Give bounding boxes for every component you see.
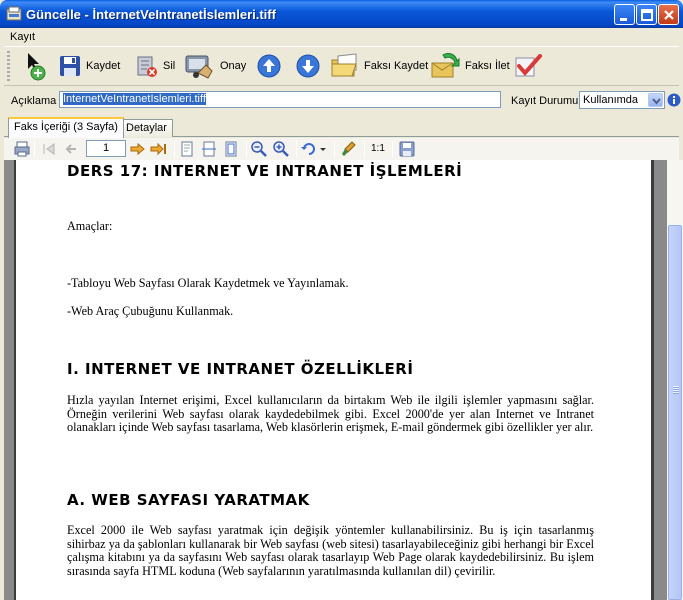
- toolbar-separator: [34, 141, 35, 157]
- toolbar-separator: [334, 141, 335, 157]
- fax-forward-button[interactable]: [429, 50, 510, 82]
- main-toolbar: [4, 46, 679, 86]
- toolbar-grip[interactable]: [7, 51, 10, 81]
- doc-goal-1: -Tabloyu Web Sayfası Olarak Kaydetmek ve Yayınlamak.: [67, 276, 349, 290]
- doc-goal-2: -Web Araç Çubuğunu Kullanmak.: [67, 304, 234, 318]
- approve-button[interactable]: [184, 50, 246, 82]
- aciklama-input[interactable]: [59, 91, 501, 108]
- previous-page-icon[interactable]: [62, 140, 80, 158]
- close-button[interactable]: [658, 4, 679, 25]
- menu-kayit[interactable]: Kayıt: [10, 31, 36, 43]
- fax-save-label: Faksı Kaydet: [364, 60, 429, 72]
- aciklama-label: Açıklama: [11, 95, 57, 107]
- fax-save-icon: [330, 52, 360, 80]
- tab-strip: [4, 117, 679, 137]
- app-icon: [6, 6, 22, 22]
- menu-bar: [4, 28, 679, 46]
- fit-page-icon[interactable]: [222, 140, 240, 158]
- toolbar-separator: [246, 141, 247, 157]
- window-title: Güncelle - İnternetVeIntranetİslemleri.tiff: [26, 7, 276, 22]
- add-record-icon: [22, 51, 48, 81]
- last-page-icon[interactable]: [150, 140, 168, 158]
- tab-faks-icerigi[interactable]: Faks İçeriği (3 Sayfa): [8, 117, 124, 138]
- fit-width-icon[interactable]: [200, 140, 218, 158]
- save-disk-icon: [58, 54, 82, 78]
- arrow-up-icon: [256, 53, 282, 79]
- print-icon[interactable]: [13, 140, 31, 158]
- doc-amaclar: Amaçlar:: [67, 219, 113, 233]
- arrow-down-icon: [295, 53, 321, 79]
- close-icon: [659, 5, 680, 26]
- dropdown-arrow[interactable]: [648, 93, 663, 107]
- fax-page: [14, 160, 654, 600]
- approve-label: Onay: [220, 60, 247, 72]
- vertical-scrollbar[interactable]: [667, 160, 683, 600]
- scrollbar-thumb[interactable]: [668, 225, 682, 600]
- document-viewer[interactable]: [4, 160, 667, 600]
- save-button[interactable]: [58, 50, 120, 82]
- zoom-ratio[interactable]: 1:1: [371, 143, 385, 154]
- kayit-durumu-label: Kayıt Durumu: [511, 95, 579, 107]
- chevron-down-icon: [649, 94, 664, 108]
- toolbar-separator: [174, 141, 175, 157]
- save-label: Kaydet: [86, 60, 121, 72]
- page-view-icon[interactable]: [178, 140, 196, 158]
- toolbar-separator: [392, 141, 393, 157]
- fax-forward-icon: [429, 51, 461, 81]
- doc-heading-main: DERS 17: INTERNET VE INTRANET İŞLEMLERİ: [67, 162, 463, 180]
- confirm-button[interactable]: [513, 50, 543, 82]
- title-bar: [0, 0, 683, 28]
- zoom-out-icon[interactable]: [250, 140, 268, 158]
- rotate-icon[interactable]: [300, 140, 318, 158]
- tab-detaylar[interactable]: Detaylar: [120, 119, 173, 137]
- aciklama-value: InternetVeIntranetIslemleri.tiff: [63, 93, 206, 105]
- add-record-button[interactable]: [22, 50, 48, 82]
- delete-icon: [135, 53, 159, 79]
- checkmark-icon: [513, 52, 543, 80]
- page-number-input[interactable]: 1: [86, 140, 126, 157]
- move-down-button[interactable]: [295, 50, 321, 82]
- delete-button[interactable]: [135, 50, 175, 82]
- annotate-brush-icon[interactable]: [340, 140, 358, 158]
- toolbar-separator: [364, 141, 365, 157]
- fax-save-button[interactable]: [330, 50, 428, 82]
- toolbar-separator: [296, 141, 297, 157]
- viewer-toolbar: [4, 138, 679, 160]
- scrollbar-grip: [673, 386, 679, 394]
- save-disk-icon[interactable]: [398, 140, 416, 158]
- doc-paragraph-1: Hızla yayılan Internet erişimi, Excel kullanıcıların da birtakım Web ile ilgili işlemler yapmasını sağlar. Örneğin verilerini Web sayfası olarak kaydedebilmek gibi. Excel 2000'de yer alan Internet ve Intranet olanakları içinde Web sayfası tasarlama, Web klasörlerin erişmek, E-mail göndermek gibi özellikler yer alır.: [67, 393, 594, 434]
- zoom-in-icon[interactable]: [272, 140, 290, 158]
- doc-paragraph-2: Excel 2000 ile Web sayfası yaratmak için değişik yöntemler kullanabilirsiniz. Bu iş için tasarlanmış sihirbaz ya da şablonları kullanarak bir Web sayfası (web sitesi) tasarlayabileceğiniz gibi herhangi bir Excel çalışma kitabını ya da sayfasını Web sayfası olarak tasarlayıp Web Page olarak kaydedebilirsiniz. Bu işlem sırasında sayfa HTML koduna (Web sayfalarının yaratılmasında kullanılan dil) çevirilir.: [67, 523, 594, 578]
- maximize-icon: [637, 5, 658, 26]
- info-icon[interactable]: [667, 93, 681, 107]
- record-fields: [4, 88, 679, 114]
- approve-icon: [184, 51, 216, 81]
- kayit-durumu-value: Kullanımda: [583, 94, 639, 106]
- minimize-icon: [615, 5, 636, 26]
- fax-forward-label: Faksı İlet: [465, 60, 510, 72]
- kayit-durumu-select[interactable]: [579, 91, 665, 109]
- doc-heading-section-1: I. INTERNET VE INTRANET ÖZELLİKLERİ: [67, 360, 414, 378]
- next-page-icon[interactable]: [128, 140, 146, 158]
- first-page-icon[interactable]: [40, 140, 58, 158]
- doc-heading-section-a: A. WEB SAYFASI YARATMAK: [67, 491, 310, 509]
- delete-label: Sil: [163, 60, 176, 72]
- maximize-button[interactable]: [636, 4, 657, 25]
- chevron-down-icon[interactable]: [318, 140, 328, 158]
- minimize-button[interactable]: [614, 4, 635, 25]
- move-up-button[interactable]: [256, 50, 282, 82]
